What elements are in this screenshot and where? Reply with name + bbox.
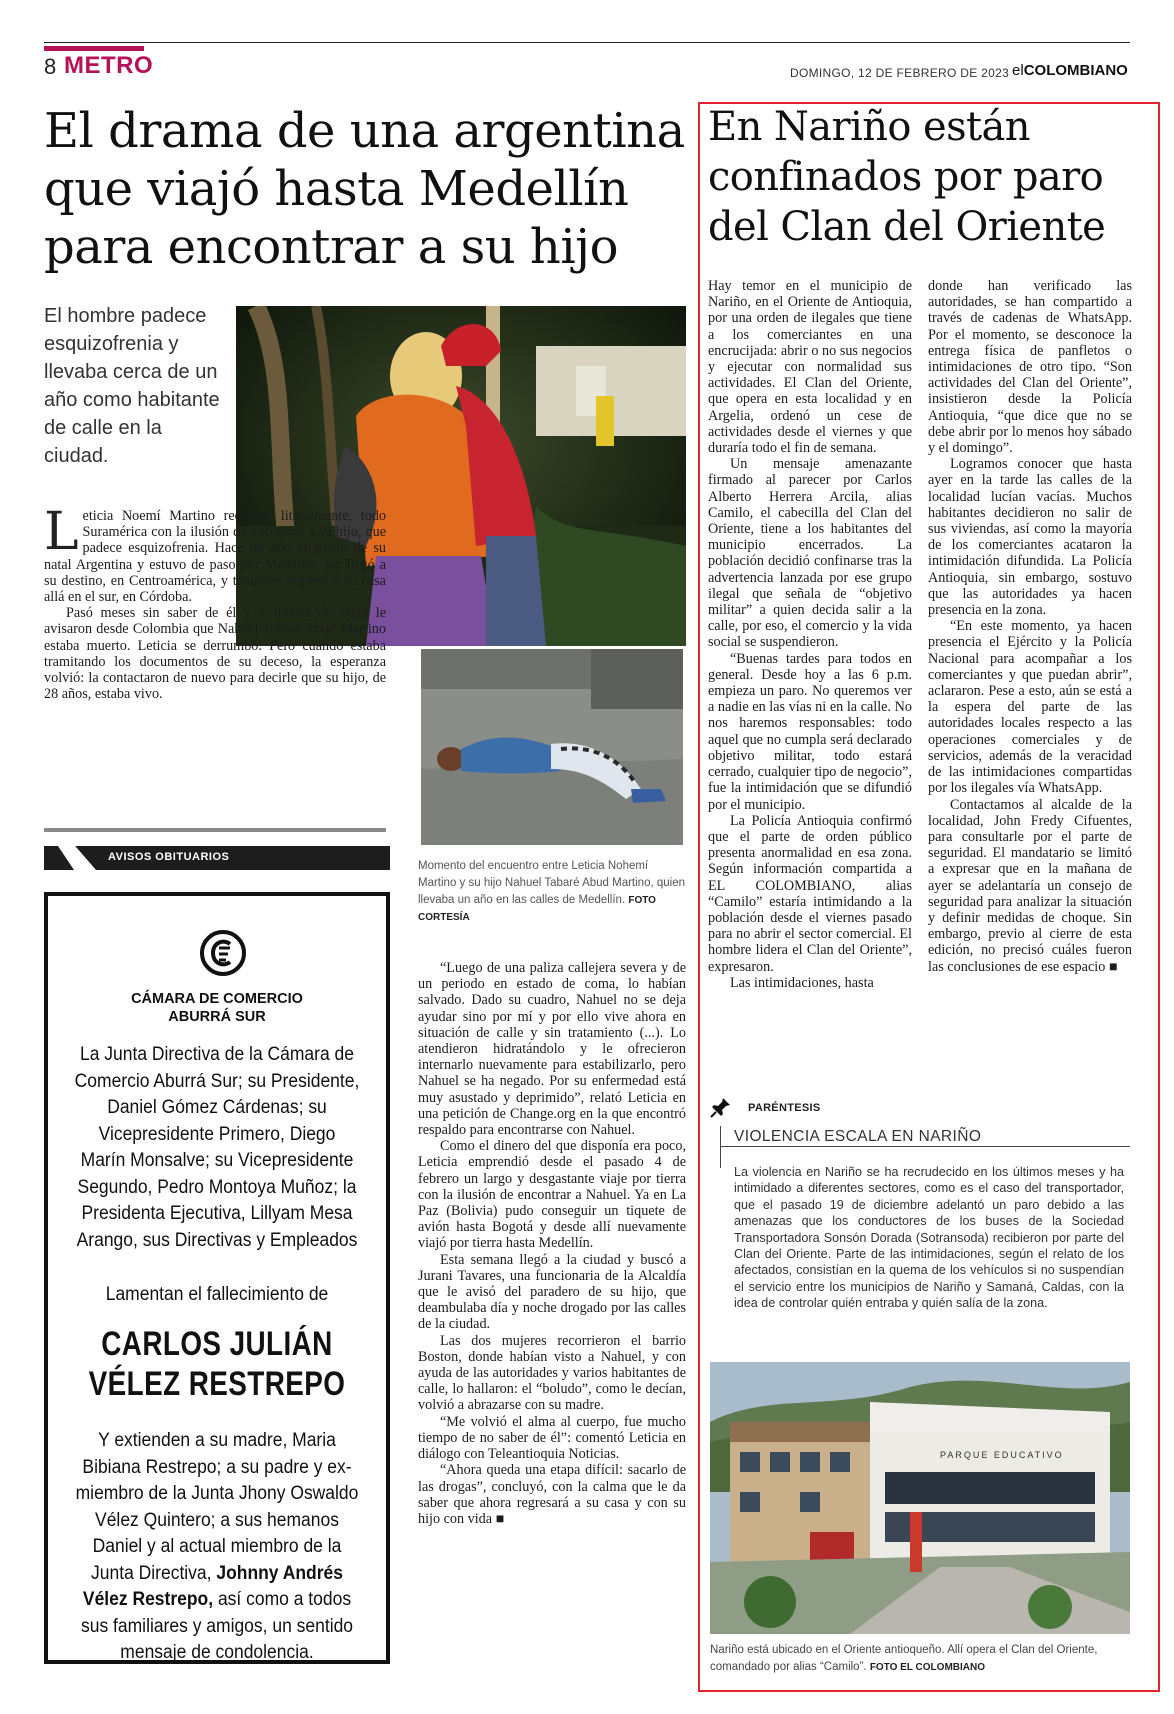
narino-photo	[710, 1362, 1130, 1634]
street-photo-illustration	[421, 649, 683, 845]
right-caption-credit: FOTO EL COLOMBIANO	[869, 1662, 985, 1673]
left-body-paragraph-text: eticia Noemí Martino recorrió, literalmente, todo Suramérica con la ilusión de encontrar a su hijo, que padece esquizofrenia. Hace un año él partió de su natal Argentina y estuvo de paso por Medellín. No llegó a su destino, en Centroamérica, y tampoco regresó a su casa allá en el sur, en Córdoba.	[44, 508, 386, 606]
left-headline-line: para encontrar a su hijo	[44, 219, 618, 275]
left-body-paragraph: Como el dinero del que disponía era poco, Leticia emprendió desde el pasado 4 de febrero un largo y desgastante viaje por tierra con la ilusión de encontrar a Nahuel. Ya en La Paz (Bolivia) pudo conseguir un tiquete de avión hasta Bogotá y desde allí nuevamente viajó por tierra hasta Medellín.	[418, 1138, 686, 1252]
newspaper-logo-name: COLOMBIANO	[1023, 62, 1128, 79]
left-body-paragraph: “Ahora queda una etapa difícil: sacarlo de las drogas”, concluyó, con la calma que le da saber que ahora regresará a su casa y con su hijo con vida ■	[418, 1462, 686, 1527]
obituary-notice	[44, 892, 390, 1664]
left-caption-credit: FOTO CORTESÍA	[418, 895, 656, 923]
deceased-name	[78, 1324, 355, 1404]
right-body-paragraph: “En este momento, ya hacen presencia el Ejército y la Policía Nacional para acompañar a los comerciantes y que puedan abrir”, aclararon. Pese a esto, aún se está a la espera del parte de las autoridades locales respecto a las operaciones comerciales y de servicios, además de la veracidad de las intimidaciones compartidas por los ilegales vía WhatsApp.	[928, 618, 1132, 797]
deceased-name-line: VÉLEZ RESTREPO	[88, 1365, 346, 1403]
condolence-text: así como a todos sus familiares y amigos, un sentido mensaje de condolencia.	[80, 1589, 354, 1663]
narino-photo-illustration	[710, 1362, 1130, 1634]
left-body-paragraph: Esta semana llegó a la ciudad y buscó a Jurani Tavares, una funcionaria de la Alcaldía que le avisó del paradero de su hijo, que deambulaba día y noche drogado por las calles de la ciudad.	[418, 1251, 686, 1333]
section-bar	[44, 46, 144, 51]
right-body-paragraph: La Policía Antioquia confirmó que el parte de orden público presenta anormalidad en esa zona. Según información compartida a EL COLOMBIANO, alias “Camilo” estaría intimidando a la población desde el viernes pasado para no abrir el sector comercial. El hombre lidera el Clan del Oriente”, expresaron.	[708, 812, 912, 975]
left-headline-line: que viajó hasta Medellín	[44, 161, 629, 217]
left-body-paragraph: “Luego de una paliza callejera severa y de un periodo en estado de coma, lo habían salvado. Dado su cuadro, Nahuel no se deja ayudar sino por mí y por ello vive ahora en situación de calle y sin tratamiento (...). Lo atendieron hidratándolo y le ofrecieron internarlo nuevamente para estabilizarlo, pero Nahuel se ha negado. Por su enfermedad está muy asustado y deprimido”, relató Leticia en una petición de Change.org en la que encontró respaldo para encontrarse con Nahuel.	[418, 960, 686, 1139]
right-headline-line: confinados por paro	[708, 154, 1104, 200]
parenthesis-title: VIOLENCIA ESCALA EN NARIÑO	[734, 1128, 982, 1145]
left-body-paragraph	[44, 502, 386, 606]
right-photo-caption	[710, 1642, 1130, 1676]
right-headline	[708, 102, 1154, 252]
obituary-lament: Lamentan el fallecimiento de	[105, 1284, 329, 1305]
right-body-col1	[708, 278, 912, 991]
parenthesis-label: PARÉNTESIS	[748, 1102, 821, 1114]
parenthesis-rule-horizontal	[720, 1146, 1130, 1147]
photo-sign-text: PARQUE EDUCATIVO	[940, 1450, 1064, 1460]
right-body-paragraph: Las intimidaciones, hasta	[730, 974, 874, 991]
right-body-col2	[928, 278, 1132, 975]
left-deck: El hombre padece esquizofrenia y llevaba cerca de un año como habitante de calle en la ciudad.	[44, 305, 220, 467]
newspaper-logo	[1012, 62, 1128, 79]
obituary-message: La Junta Directiva de la Cámara de Comercio Aburrá Sur; su Presidente, Daniel Gómez Cárdenas; su Vicepresidente Primero, Diego Marín Monsalve; su Vicepresidente Segundo, Pedro Montoya Muñoz; la Presidenta Ejecutiva, Lillyam Mesa Arango, sus Directivas y Empleados	[74, 1044, 360, 1251]
page-number: 8	[44, 54, 57, 79]
chamber-name-line: ABURRÁ SUR	[168, 1009, 266, 1025]
left-body-col1	[44, 502, 386, 703]
left-headline	[44, 102, 684, 276]
parenthesis-rule-vertical	[720, 1126, 721, 1168]
condolence-text: Y extienden a su madre, Maria Bibiana Restrepo; a su padre y ex-miembro de la Junta Jhony Oswaldo Vélez Quintero; a sus hemanos Daniel y al actual miembro de la Junta Directiva,	[75, 1430, 359, 1584]
right-body-paragraph: “Buenas tardes para todos en general. Desde hoy a las 6 p.m. empieza un paro. No queremos ver a nadie en las vías ni en la calle. No nos haremos responsables: todo aquel que no cumpla será declarado objetivo militar, todo estará cerrado, cualquier tipo de negocio”, fue la intimidación que se difundió por el municipio.	[708, 650, 912, 813]
chamber-name	[48, 990, 386, 1026]
obituary-bar-label: AVISOS OBITUARIOS	[108, 851, 230, 863]
right-body-paragraph: Contactamos al alcalde de la localidad, John Fredy Cifuentes, para consultarle por el parte de seguridad. El mandatario se limitó a expresar que en la mañana de ayer se adelantaría un consejo de seguridad para analizar la situación y definir medidas de choque. Sin embargo, previo al cierre de esta edición, no precisó cuáles fueron las conclusiones de ese espacio ■	[928, 796, 1132, 975]
drop-cap: L	[44, 502, 79, 562]
chamber-name-line: CÁMARA DE COMERCIO	[131, 991, 303, 1007]
street-photo	[418, 646, 686, 848]
right-caption-text: Nariño está ubicado en el Oriente antioqueño. Allí opera el Clan del Oriente, comandado por alias “Camilo”.	[710, 1644, 1098, 1673]
chamber-logo-icon	[200, 930, 246, 976]
pin-icon	[710, 1096, 732, 1118]
obituary-bar	[44, 846, 390, 870]
left-caption-text: Momento del encuentro entre Leticia Nohemí Martino y su hijo Nahuel Tabaré Abud Martino, quien llevaba un año en las calles de Medellín.	[418, 860, 686, 906]
left-body-paragraph: “Me volvió el alma al cuerpo, fue mucho tiempo de no saber de él”: comentó Leticia en diálogo con Teleantioquia Noticias.	[418, 1413, 686, 1463]
right-headline-line: En Nariño están	[708, 104, 1030, 150]
right-body-paragraph: Logramos conocer que hasta ayer en la tarde las calles de la localidad lucían vacías. Muchos habitantes decidieron no salir de sus viviendas, así como la mayoría de los comerciantes acataron la intimidación difundida. La Policía Antioquia, sin embargo, sostuvo que las autoridades ya hacen presencia en la zona.	[928, 456, 1132, 619]
left-body-paragraph: Las dos mujeres recorrieron el barrio Boston, donde habían visto a Nahuel, y con ayuda de las autoridades y varios habitantes de calle, lo hallaron: el “boludo”, como le decían, volvió a abrazarse con su madre.	[418, 1332, 686, 1414]
left-headline-line: El drama de una argentina	[44, 103, 685, 159]
right-headline-line: del Clan del Oriente	[708, 204, 1106, 250]
right-body-paragraph: Un mensaje amenazante firmado al parecer por Carlos Alberto Herrera Arcila, alias Camilo, el cabecilla del Clan del Oriente, tiene a los habitantes del municipio encerrados. La población decidió confinarse tras la advertencia lanzada por ese grupo ilegal que señala de “objetivo militar” a quien decida salir a la calle, por eso, el comercio y la vida social se suspendieron.	[708, 456, 912, 651]
obituary-divider	[44, 828, 386, 832]
condolence-bold-name: Johnny Andrés Vélez Restrepo,	[82, 1562, 343, 1610]
left-body-paragraph: Pasó meses sin saber de él y a finales de 2022 le avisaron desde Colombia que Nahuel Tabaré Abud Martino estaba muerto. Leticia se derrumbó. Pero cuando estaba tramitando los documentos de su deceso, la esperanza volvió: la contactaron de nuevo para decirle que su hijo, de 28 años, estaba vivo.	[44, 605, 386, 703]
parenthesis-text: La violencia en Nariño se ha recrudecido en los últimos meses y ha intimidado a diferentes sectores, como es el caso del transportador, que el pasado 19 de diciembre adelantó un paro debido a las amenazas que los conductores de los buses de la Sociedad Transportadora Sonsón Dorada (Sotransoda) recibieron por parte del Clan del Oriente. Parte de las intimidaciones, según el relato de los afectados, consistían en la quema de los vehículos si no suspendían el servicio entre los municipios de Nariño y Samaná, Caldas, con la idea de controlar quién entraba y quién salía de la zona.	[734, 1165, 1124, 1311]
section-name: METRO	[64, 52, 154, 79]
right-body-paragraph: donde han verificado las autoridades, se han compartido a través de cadenas de WhatsApp. Por el momento, se desconoce la entrega física de panfletos o intimidaciones de otro tipo. “Son actividades del Clan del Oriente”, insistieron desde la Policía Antioquia, “que dice que no se debe abrir por lo menos hoy sábado y el domingo”.	[928, 278, 1132, 457]
left-body-col2	[418, 960, 686, 1527]
obituary-condolence	[71, 1428, 364, 1667]
left-photo-caption	[418, 858, 686, 926]
header-rule	[44, 42, 1130, 43]
newspaper-logo-prefix: el	[1012, 62, 1024, 79]
deceased-name-line: CARLOS JULIÁN	[101, 1325, 333, 1363]
dateline: DOMINGO, 12 DE FEBRERO DE 2023	[790, 66, 1010, 80]
right-body-paragraph: Hay temor en el municipio de Nariño, en el Oriente de Antioquia, por una orden de ilegales que tiene a los comerciantes en una encrucijada: abrir o no sus negocios y ejecutar con normalidad sus actividades. El Clan del Oriente, que opera en esta localidad y en Argelia, ordenó un cese de actividades desde el viernes y que duraría todo el fin de semana.	[708, 278, 912, 457]
